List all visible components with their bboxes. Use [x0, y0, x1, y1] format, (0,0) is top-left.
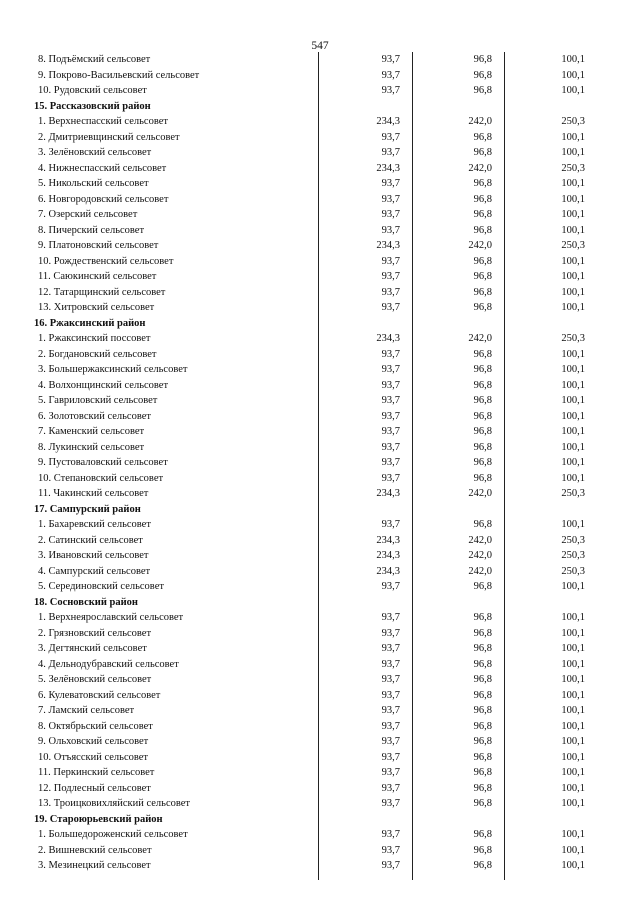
value-cell: 96,8 — [473, 751, 492, 763]
table-row — [0, 827, 640, 843]
value-cell: 96,8 — [473, 581, 492, 592]
table-row — [0, 362, 640, 378]
value-cell: 250,3 — [561, 333, 585, 344]
settlement-name: 8. Октябрьский сельсовет — [38, 720, 153, 732]
table-row — [0, 750, 640, 766]
table-row — [0, 641, 640, 657]
settlement-name: 6. Новгородовский сельсовет — [38, 193, 169, 205]
settlement-name: 9. Покрово-Васильевский сельсовет — [38, 69, 200, 81]
value-cell: 100,1 — [561, 674, 585, 685]
table-row — [0, 455, 640, 471]
table-row — [0, 548, 640, 564]
value-cell: 250,3 — [561, 162, 585, 174]
settlement-name: 4. Сампурский сельсовет — [38, 565, 151, 577]
value-cell: 100,1 — [561, 782, 585, 794]
value-cell: 93,7 — [381, 395, 400, 406]
value-cell: 96,8 — [473, 193, 492, 205]
settlement-name: 8. Лукинский сельсовет — [38, 441, 145, 453]
district-name: 15. Рассказовский район — [34, 100, 151, 112]
value-cell: 93,7 — [381, 782, 400, 794]
value-cell: 93,7 — [381, 736, 400, 747]
value-cell: 96,8 — [473, 54, 492, 65]
table-row — [0, 130, 640, 146]
table-row — [0, 254, 640, 270]
data-table — [0, 52, 640, 874]
settlement-name: 9. Ольховский сельсовет — [38, 736, 149, 747]
settlement-name: 5. Никольский сельсовет — [38, 178, 149, 189]
table-row — [0, 161, 640, 177]
value-cell: 96,8 — [473, 860, 492, 871]
value-cell: 93,7 — [381, 364, 400, 375]
table-row — [0, 688, 640, 704]
value-cell: 93,7 — [381, 860, 400, 871]
value-cell: 100,1 — [561, 798, 585, 809]
value-cell: 100,1 — [561, 860, 585, 871]
value-cell: 100,1 — [561, 131, 585, 143]
value-cell: 100,1 — [561, 410, 585, 422]
value-cell: 100,1 — [561, 519, 585, 530]
district-heading — [0, 812, 640, 828]
district-heading — [0, 595, 640, 611]
value-cell: 93,7 — [381, 348, 400, 360]
district-heading — [0, 316, 640, 332]
value-cell: 100,1 — [561, 751, 585, 763]
page-number: 547 — [311, 40, 329, 52]
settlement-name: 13. Хитровский сельсовет — [38, 302, 155, 313]
value-cell: 96,8 — [473, 441, 492, 453]
settlement-name: 4. Волхонщинский сельсовет — [38, 379, 169, 391]
value-cell: 100,1 — [561, 178, 585, 189]
value-cell: 234,3 — [376, 162, 400, 174]
value-cell: 242,0 — [468, 550, 492, 561]
value-cell: 93,7 — [381, 627, 400, 639]
value-cell: 100,1 — [561, 69, 585, 81]
value-cell: 96,8 — [473, 643, 492, 654]
value-cell: 100,1 — [561, 844, 585, 856]
settlement-name: 3. Дегтянский сельсовет — [38, 643, 147, 654]
table-row — [0, 223, 640, 239]
value-cell: 100,1 — [561, 627, 585, 639]
table-row — [0, 145, 640, 161]
value-cell: 234,3 — [376, 116, 400, 127]
value-cell: 96,8 — [473, 271, 492, 282]
value-cell: 96,8 — [473, 829, 492, 840]
value-cell: 93,7 — [381, 472, 400, 484]
value-cell: 100,1 — [561, 658, 585, 670]
value-cell: 100,1 — [561, 54, 585, 65]
value-cell: 100,1 — [561, 612, 585, 623]
settlement-name: 8. Подъёмский сельсовет — [38, 54, 151, 65]
value-cell: 100,1 — [561, 689, 585, 701]
value-cell: 250,3 — [561, 116, 585, 127]
value-cell: 93,7 — [381, 767, 400, 778]
value-cell: 96,8 — [473, 85, 492, 96]
table-row — [0, 734, 640, 750]
settlement-name: 8. Пичерский сельсовет — [38, 224, 145, 236]
value-cell: 96,8 — [473, 286, 492, 298]
value-cell: 93,7 — [381, 829, 400, 840]
table-row — [0, 114, 640, 130]
value-cell: 100,1 — [561, 395, 585, 406]
value-cell: 96,8 — [473, 224, 492, 236]
settlement-name: 1. Большедороженский сельсовет — [38, 829, 188, 840]
value-cell: 100,1 — [561, 271, 585, 282]
value-cell: 100,1 — [561, 302, 585, 313]
value-cell: 100,1 — [561, 736, 585, 747]
value-cell: 93,7 — [381, 193, 400, 205]
value-cell: 93,7 — [381, 441, 400, 453]
table-row — [0, 719, 640, 735]
value-cell: 93,7 — [381, 147, 400, 158]
settlement-name: 1. Ржаксинский поссовет — [38, 333, 151, 344]
value-cell: 93,7 — [381, 720, 400, 732]
value-cell: 93,7 — [381, 798, 400, 809]
value-cell: 96,8 — [473, 410, 492, 422]
table-row — [0, 409, 640, 425]
value-cell: 100,1 — [561, 426, 585, 437]
settlement-name: 11. Саюкинский сельсовет — [38, 271, 157, 282]
value-cell: 100,1 — [561, 720, 585, 732]
table-row — [0, 657, 640, 673]
value-cell: 100,1 — [561, 829, 585, 840]
value-cell: 96,8 — [473, 658, 492, 670]
value-cell: 242,0 — [468, 333, 492, 344]
settlement-name: 7. Озерский сельсовет — [38, 209, 138, 220]
table-row — [0, 471, 640, 487]
value-cell: 96,8 — [473, 798, 492, 809]
value-cell: 234,3 — [376, 534, 400, 546]
value-cell: 242,0 — [468, 565, 492, 577]
table-row — [0, 378, 640, 394]
district-name: 17. Сампурский район — [34, 503, 141, 515]
table-row — [0, 176, 640, 192]
value-cell: 250,3 — [561, 565, 585, 577]
table-row — [0, 192, 640, 208]
value-cell: 96,8 — [473, 348, 492, 360]
value-cell: 100,1 — [561, 581, 585, 592]
table-row — [0, 610, 640, 626]
value-cell: 93,7 — [381, 302, 400, 313]
value-cell: 100,1 — [561, 286, 585, 298]
settlement-name: 12. Татарщинский сельсовет — [38, 286, 166, 298]
settlement-name: 2. Сатинский сельсовет — [38, 534, 143, 546]
value-cell: 96,8 — [473, 457, 492, 468]
table-row — [0, 238, 640, 254]
settlement-name: 1. Верхнеярославский сельсовет — [38, 612, 184, 623]
table-row — [0, 533, 640, 549]
value-cell: 93,7 — [381, 69, 400, 81]
settlement-name: 11. Чакинский сельсовет — [38, 488, 149, 499]
settlement-name: 5. Серединовский сельсовет — [38, 581, 164, 592]
settlement-name: 6. Кулеватовский сельсовет — [38, 689, 161, 701]
value-cell: 100,1 — [561, 441, 585, 453]
value-cell: 96,8 — [473, 147, 492, 158]
settlement-name: 11. Перкинский сельсовет — [38, 767, 155, 778]
value-cell: 100,1 — [561, 255, 585, 267]
value-cell: 242,0 — [468, 488, 492, 499]
table-row — [0, 300, 640, 316]
value-cell: 93,7 — [381, 178, 400, 189]
value-cell: 100,1 — [561, 85, 585, 96]
value-cell: 93,7 — [381, 85, 400, 96]
settlement-name: 3. Большержаксинский сельсовет — [38, 364, 188, 375]
settlement-name: 6. Золотовский сельсовет — [38, 410, 151, 422]
table-row — [0, 486, 640, 502]
settlement-name: 13. Троицковихляйский сельсовет — [38, 798, 190, 809]
table-row — [0, 517, 640, 533]
value-cell: 93,7 — [381, 426, 400, 437]
value-cell: 242,0 — [468, 240, 492, 251]
value-cell: 234,3 — [376, 240, 400, 251]
table-row — [0, 440, 640, 456]
value-cell: 96,8 — [473, 255, 492, 267]
settlement-name: 2. Грязновский сельсовет — [38, 627, 152, 639]
value-cell: 250,3 — [561, 534, 585, 546]
value-cell: 96,8 — [473, 178, 492, 189]
value-cell: 93,7 — [381, 844, 400, 856]
value-cell: 96,8 — [473, 612, 492, 623]
table-row — [0, 858, 640, 874]
value-cell: 242,0 — [468, 116, 492, 127]
table-row — [0, 83, 640, 99]
value-cell: 93,7 — [381, 209, 400, 220]
value-cell: 234,3 — [376, 550, 400, 561]
table-row — [0, 564, 640, 580]
value-cell: 93,7 — [381, 379, 400, 391]
table-row — [0, 843, 640, 859]
value-cell: 93,7 — [381, 689, 400, 701]
value-cell: 93,7 — [381, 255, 400, 267]
value-cell: 250,3 — [561, 240, 585, 251]
value-cell: 96,8 — [473, 782, 492, 794]
value-cell: 100,1 — [561, 705, 585, 716]
value-cell: 100,1 — [561, 348, 585, 360]
value-cell: 93,7 — [381, 643, 400, 654]
value-cell: 96,8 — [473, 627, 492, 639]
value-cell: 96,8 — [473, 379, 492, 391]
settlement-name: 9. Пустоваловский сельсовет — [38, 457, 168, 468]
value-cell: 96,8 — [473, 705, 492, 716]
settlement-name: 2. Богдановский сельсовет — [38, 348, 157, 360]
table-row — [0, 626, 640, 642]
settlement-name: 9. Платоновский сельсовет — [38, 240, 159, 251]
value-cell: 234,3 — [376, 565, 400, 577]
value-cell: 96,8 — [473, 302, 492, 313]
table-row — [0, 331, 640, 347]
value-cell: 96,8 — [473, 472, 492, 484]
settlement-name: 2. Дмитриевщинский сельсовет — [38, 131, 180, 143]
value-cell: 234,3 — [376, 488, 400, 499]
settlement-name: 10. Рождественский сельсовет — [38, 255, 174, 267]
value-cell: 93,7 — [381, 224, 400, 236]
district-name: 16. Ржаксинский район — [34, 317, 146, 329]
value-cell: 100,1 — [561, 193, 585, 205]
value-cell: 93,7 — [381, 581, 400, 592]
settlement-name: 2. Вишневский сельсовет — [38, 844, 152, 856]
value-cell: 100,1 — [561, 643, 585, 654]
settlement-name: 5. Гавриловский сельсовет — [38, 395, 158, 406]
value-cell: 96,8 — [473, 736, 492, 747]
value-cell: 96,8 — [473, 364, 492, 375]
settlement-name: 5. Зелёновский сельсовет — [38, 674, 152, 685]
value-cell: 96,8 — [473, 519, 492, 530]
value-cell: 93,7 — [381, 410, 400, 422]
settlement-name: 10. Отъясский сельсовет — [38, 751, 148, 763]
settlement-name: 7. Ламский сельсовет — [38, 705, 135, 716]
table-row — [0, 672, 640, 688]
value-cell: 100,1 — [561, 147, 585, 158]
table-row — [0, 269, 640, 285]
value-cell: 96,8 — [473, 674, 492, 685]
settlement-name: 12. Подлесный сельсовет — [38, 782, 151, 794]
value-cell: 96,8 — [473, 689, 492, 701]
value-cell: 93,7 — [381, 612, 400, 623]
value-cell: 100,1 — [561, 379, 585, 391]
value-cell: 93,7 — [381, 658, 400, 670]
district-heading — [0, 99, 640, 115]
table-row — [0, 579, 640, 595]
settlement-name: 4. Нижнеспасский сельсовет — [38, 162, 167, 174]
value-cell: 242,0 — [468, 534, 492, 546]
value-cell: 250,3 — [561, 550, 585, 561]
table-row — [0, 285, 640, 301]
value-cell: 93,7 — [381, 131, 400, 143]
settlement-name: 3. Ивановский сельсовет — [38, 550, 149, 561]
value-cell: 93,7 — [381, 271, 400, 282]
value-cell: 100,1 — [561, 457, 585, 468]
value-cell: 100,1 — [561, 209, 585, 220]
value-cell: 93,7 — [381, 54, 400, 65]
table-row — [0, 393, 640, 409]
settlement-name: 3. Мезинецкий сельсовет — [38, 860, 151, 871]
value-cell: 96,8 — [473, 395, 492, 406]
settlement-name: 1. Бахаревский сельсовет — [38, 519, 151, 530]
table-row — [0, 207, 640, 223]
table-row — [0, 703, 640, 719]
value-cell: 93,7 — [381, 674, 400, 685]
value-cell: 96,8 — [473, 844, 492, 856]
value-cell: 234,3 — [376, 333, 400, 344]
value-cell: 93,7 — [381, 286, 400, 298]
value-cell: 93,7 — [381, 457, 400, 468]
value-cell: 96,8 — [473, 69, 492, 81]
value-cell: 93,7 — [381, 519, 400, 530]
value-cell: 96,8 — [473, 209, 492, 220]
value-cell: 96,8 — [473, 720, 492, 732]
value-cell: 100,1 — [561, 364, 585, 375]
settlement-name: 10. Рудовский сельсовет — [38, 85, 147, 96]
settlement-name: 10. Степановский сельсовет — [38, 472, 164, 484]
settlement-name: 3. Зелёновский сельсовет — [38, 147, 152, 158]
table-row — [0, 781, 640, 797]
table-row — [0, 52, 640, 68]
district-name: 18. Сосновский район — [34, 596, 138, 608]
table-row — [0, 765, 640, 781]
settlement-name: 4. Дельнодубравский сельсовет — [38, 658, 179, 670]
district-name: 19. Староюрьевский район — [34, 813, 163, 825]
value-cell: 93,7 — [381, 751, 400, 763]
value-cell: 100,1 — [561, 767, 585, 778]
value-cell: 93,7 — [381, 705, 400, 716]
table-row — [0, 796, 640, 812]
value-cell: 250,3 — [561, 488, 585, 499]
table-row — [0, 347, 640, 363]
table-row — [0, 424, 640, 440]
settlement-name: 1. Верхнеспасский сельсовет — [38, 116, 168, 127]
district-heading — [0, 502, 640, 518]
value-cell: 100,1 — [561, 224, 585, 236]
value-cell: 96,8 — [473, 767, 492, 778]
settlement-name: 7. Каменский сельсовет — [38, 426, 145, 437]
value-cell: 96,8 — [473, 131, 492, 143]
value-cell: 96,8 — [473, 426, 492, 437]
value-cell: 242,0 — [468, 162, 492, 174]
value-cell: 100,1 — [561, 472, 585, 484]
table-row — [0, 68, 640, 84]
